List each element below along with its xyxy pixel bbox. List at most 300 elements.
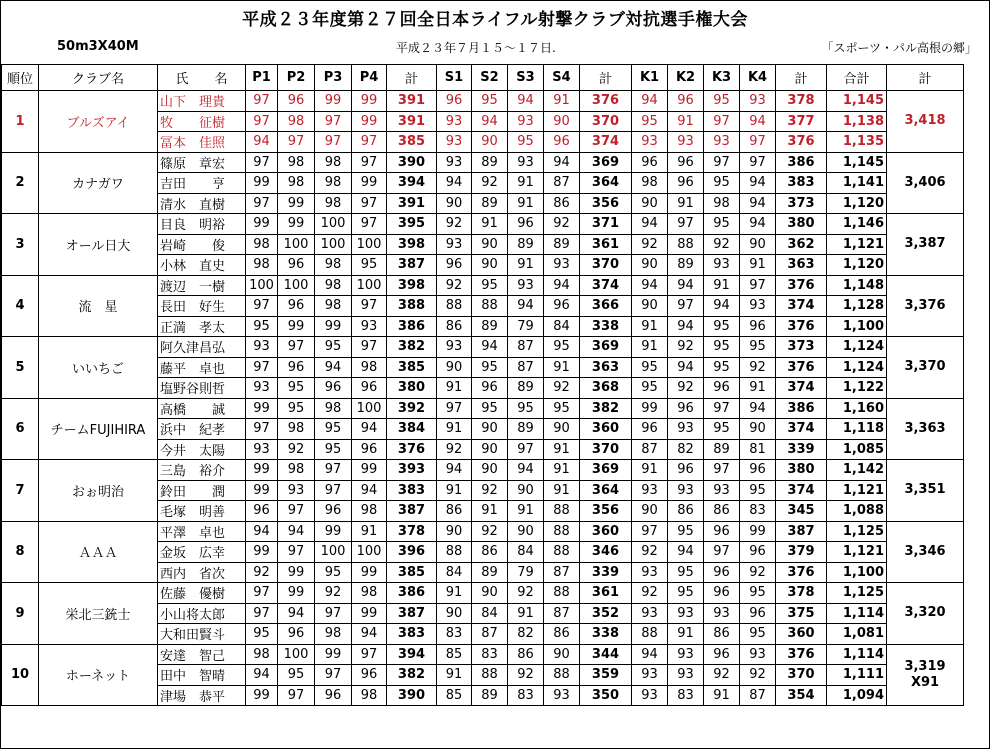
score-p3: 98 [315,173,352,194]
score-p4: 100 [352,234,387,255]
col-header-team-total: 計 [887,65,964,91]
kneeling-total: 374 [776,419,827,440]
score-k4: 93 [740,296,776,317]
score-p2: 95 [278,665,315,686]
table-row [2,644,964,665]
table-row [2,398,964,419]
individual-total: 1,118 [827,419,887,440]
score-k1: 94 [632,644,668,665]
score-s2: 95 [472,398,508,419]
score-p4: 99 [352,91,387,112]
score-s2: 86 [472,542,508,563]
score-p2: 94 [278,521,315,542]
shooter-name: 浜中 紀孝 [158,419,246,440]
team-total-value: 3,418 [904,113,946,129]
prone-total: 386 [387,316,437,337]
score-p1: 97 [246,296,278,317]
score-s1: 91 [437,665,472,686]
score-k2: 96 [668,173,704,194]
score-s1: 93 [437,111,472,132]
score-s4: 91 [544,460,580,481]
individual-total: 1,100 [827,316,887,337]
team-total [887,521,964,583]
standing-total: 369 [580,337,632,358]
score-s3: 96 [508,214,544,235]
score-k3: 96 [704,521,740,542]
score-s4: 88 [544,583,580,604]
score-k1: 91 [632,337,668,358]
score-p2: 96 [278,624,315,645]
score-k4: 92 [740,562,776,583]
prone-total: 383 [387,480,437,501]
score-k1: 96 [632,419,668,440]
individual-total: 1,121 [827,480,887,501]
table-row [2,583,964,604]
score-k4: 92 [740,665,776,686]
score-k2: 89 [668,255,704,276]
score-s3: 95 [508,398,544,419]
score-k4: 90 [740,419,776,440]
col-header-club: クラブ名 [39,65,158,91]
score-p1: 99 [246,460,278,481]
score-s2: 84 [472,603,508,624]
kneeling-total: 380 [776,460,827,481]
individual-total: 1,138 [827,111,887,132]
shooter-name: 田中 智晴 [158,665,246,686]
score-s3: 95 [508,132,544,153]
shooter-name: 小山将太郎 [158,603,246,624]
team-total [887,337,964,399]
individual-total: 1,088 [827,501,887,522]
score-s3: 97 [508,439,544,460]
score-p4: 96 [352,378,387,399]
standing-total: 339 [580,562,632,583]
score-s1: 91 [437,378,472,399]
score-p4: 97 [352,152,387,173]
score-p4: 96 [352,665,387,686]
score-s1: 84 [437,562,472,583]
prone-total: 393 [387,460,437,481]
standing-total: 350 [580,685,632,706]
score-k3: 97 [704,542,740,563]
score-s3: 94 [508,460,544,481]
individual-total: 1,094 [827,685,887,706]
score-p2: 97 [278,337,315,358]
prone-total: 387 [387,603,437,624]
score-p3: 95 [315,439,352,460]
col-header-k4: K4 [740,65,776,91]
score-p3: 98 [315,152,352,173]
score-k1: 90 [632,501,668,522]
score-s3: 89 [508,419,544,440]
score-k2: 82 [668,439,704,460]
shooter-name: 小林 直史 [158,255,246,276]
team-total-value: 3,319 [904,658,946,674]
score-s4: 93 [544,685,580,706]
results-body [2,91,964,706]
team-total-value: 3,363 [904,420,946,436]
individual-total: 1,145 [827,91,887,112]
score-p1: 94 [246,665,278,686]
prone-total: 378 [387,521,437,542]
score-p1: 99 [246,542,278,563]
score-p1: 95 [246,624,278,645]
score-k4: 97 [740,275,776,296]
standing-total: 376 [580,91,632,112]
score-s2: 90 [472,460,508,481]
shooter-name: 山下 理貴 [158,91,246,112]
score-p2: 98 [278,152,315,173]
shooter-name: 金坂 広幸 [158,542,246,563]
team-total-value: 3,406 [904,174,946,190]
team-total-value: 3,370 [904,359,946,375]
score-p3: 96 [315,685,352,706]
score-k3: 95 [704,214,740,235]
team-total [887,644,964,706]
prone-total: 391 [387,111,437,132]
score-p1: 97 [246,111,278,132]
club-name: チームFUJIHIRA [39,398,158,460]
score-s3: 79 [508,316,544,337]
score-p3: 99 [315,91,352,112]
score-k1: 91 [632,460,668,481]
score-p1: 93 [246,378,278,399]
score-p1: 94 [246,521,278,542]
score-s1: 97 [437,398,472,419]
club-name: ホーネット [39,644,158,706]
score-k1: 92 [632,542,668,563]
score-k3: 91 [704,685,740,706]
score-k4: 95 [740,480,776,501]
prone-total: 385 [387,357,437,378]
score-s1: 90 [437,193,472,214]
score-p4: 95 [352,255,387,276]
standing-total: 369 [580,152,632,173]
kneeling-total: 374 [776,296,827,317]
prone-total: 396 [387,542,437,563]
kneeling-total: 374 [776,480,827,501]
score-k3: 95 [704,337,740,358]
score-s3: 87 [508,337,544,358]
score-k1: 93 [632,562,668,583]
prone-total: 390 [387,152,437,173]
score-p2: 94 [278,603,315,624]
score-s1: 94 [437,173,472,194]
event-label: 50m3X40M [57,39,139,54]
score-s4: 90 [544,419,580,440]
score-p3: 96 [315,378,352,399]
score-p4: 97 [352,214,387,235]
score-p4: 94 [352,480,387,501]
team-rank: 3 [2,214,39,276]
score-p2: 95 [278,378,315,399]
score-s4: 87 [544,562,580,583]
score-k4: 94 [740,193,776,214]
team-rank: 6 [2,398,39,460]
col-header-p4: P4 [352,65,387,91]
score-p2: 97 [278,542,315,563]
score-s3: 83 [508,685,544,706]
score-k2: 96 [668,152,704,173]
score-p4: 98 [352,583,387,604]
score-s1: 90 [437,521,472,542]
individual-total: 1,141 [827,173,887,194]
score-s3: 93 [508,111,544,132]
shooter-name: 津場 恭平 [158,685,246,706]
score-p4: 99 [352,460,387,481]
score-s1: 83 [437,624,472,645]
score-p3: 99 [315,521,352,542]
score-k3: 97 [704,111,740,132]
score-k3: 95 [704,91,740,112]
score-s4: 91 [544,480,580,501]
score-s2: 83 [472,644,508,665]
individual-total: 1,148 [827,275,887,296]
score-p3: 92 [315,583,352,604]
score-s1: 91 [437,419,472,440]
score-p2: 99 [278,193,315,214]
score-k4: 93 [740,644,776,665]
standing-total: 382 [580,398,632,419]
score-p4: 93 [352,316,387,337]
score-p4: 97 [352,296,387,317]
individual-total: 1,081 [827,624,887,645]
score-p3: 98 [315,398,352,419]
score-k4: 81 [740,439,776,460]
score-s3: 79 [508,562,544,583]
score-p2: 99 [278,316,315,337]
score-p1: 92 [246,562,278,583]
score-s1: 96 [437,255,472,276]
prone-total: 384 [387,419,437,440]
score-k2: 95 [668,521,704,542]
team-total [887,275,964,337]
kneeling-total: 376 [776,316,827,337]
score-k2: 92 [668,337,704,358]
prone-total: 391 [387,91,437,112]
score-s2: 94 [472,111,508,132]
standing-total: 344 [580,644,632,665]
score-k2: 95 [668,583,704,604]
score-s4: 88 [544,665,580,686]
table-row [2,337,964,358]
club-name: 栄北三銃士 [39,583,158,645]
score-s2: 90 [472,419,508,440]
score-p1: 99 [246,214,278,235]
score-p3: 97 [315,460,352,481]
table-row [2,521,964,542]
team-total [887,398,964,460]
score-p4: 98 [352,501,387,522]
score-k4: 93 [740,91,776,112]
score-s3: 91 [508,255,544,276]
score-p1: 97 [246,152,278,173]
kneeling-total: 379 [776,542,827,563]
score-s4: 88 [544,542,580,563]
score-p3: 97 [315,665,352,686]
team-total [887,91,964,153]
score-k3: 97 [704,460,740,481]
score-s1: 90 [437,603,472,624]
score-p1: 99 [246,685,278,706]
prone-total: 392 [387,398,437,419]
standing-total: 370 [580,255,632,276]
team-total-value: 3,387 [904,236,946,252]
individual-total: 1,124 [827,357,887,378]
individual-total: 1,120 [827,255,887,276]
prone-total: 386 [387,583,437,604]
score-s1: 85 [437,644,472,665]
score-p3: 96 [315,501,352,522]
individual-total: 1,125 [827,521,887,542]
score-p4: 97 [352,644,387,665]
score-s2: 90 [472,439,508,460]
score-s1: 91 [437,583,472,604]
table-row [2,91,964,112]
score-p3: 97 [315,480,352,501]
individual-total: 1,121 [827,234,887,255]
prone-total: 398 [387,234,437,255]
date-label: 平成２３年７月１５～１７日. [396,41,556,55]
score-p4: 99 [352,173,387,194]
score-k1: 95 [632,357,668,378]
team-total [887,214,964,276]
score-s4: 84 [544,316,580,337]
score-p2: 100 [278,275,315,296]
score-s4: 91 [544,357,580,378]
score-s4: 96 [544,296,580,317]
prone-total: 390 [387,685,437,706]
score-k2: 97 [668,214,704,235]
club-name: カナガワ [39,152,158,214]
club-name: ブルズアイ [39,91,158,153]
score-p2: 99 [278,562,315,583]
score-k1: 93 [632,685,668,706]
individual-total: 1,114 [827,603,887,624]
score-k4: 95 [740,583,776,604]
score-k4: 94 [740,111,776,132]
score-p1: 100 [246,275,278,296]
shooter-name: 西内 省次 [158,562,246,583]
score-s4: 91 [544,91,580,112]
score-k4: 90 [740,234,776,255]
score-p1: 94 [246,132,278,153]
score-k4: 94 [740,398,776,419]
score-s2: 90 [472,255,508,276]
score-s3: 82 [508,624,544,645]
score-s1: 93 [437,234,472,255]
score-s4: 92 [544,378,580,399]
score-s4: 93 [544,255,580,276]
score-k3: 91 [704,275,740,296]
col-header-s2: S2 [472,65,508,91]
col-header-p3: P3 [315,65,352,91]
kneeling-total: 362 [776,234,827,255]
score-k3: 86 [704,501,740,522]
shooter-name: 岩崎 俊 [158,234,246,255]
kneeling-total: 374 [776,378,827,399]
score-s2: 90 [472,234,508,255]
score-k4: 97 [740,152,776,173]
prone-total: 388 [387,296,437,317]
score-p2: 100 [278,644,315,665]
score-p2: 100 [278,234,315,255]
score-p1: 97 [246,419,278,440]
score-k1: 99 [632,398,668,419]
score-k1: 88 [632,624,668,645]
results-table [1,64,964,706]
score-k2: 93 [668,644,704,665]
score-s2: 89 [472,562,508,583]
shooter-name: 清水 直樹 [158,193,246,214]
kneeling-total: 378 [776,583,827,604]
col-header-grand-total: 合計 [827,65,887,91]
score-k1: 96 [632,152,668,173]
score-k2: 93 [668,419,704,440]
kneeling-total: 376 [776,132,827,153]
score-s4: 90 [544,111,580,132]
score-s2: 89 [472,152,508,173]
score-k3: 96 [704,644,740,665]
score-p4: 94 [352,419,387,440]
shooter-name: 三島 裕介 [158,460,246,481]
prone-total: 394 [387,173,437,194]
individual-total: 1,125 [827,583,887,604]
score-p1: 93 [246,439,278,460]
score-k1: 93 [632,132,668,153]
score-s3: 90 [508,521,544,542]
col-header-p2: P2 [278,65,315,91]
shooter-name: 藤平 卓也 [158,357,246,378]
score-p3: 97 [315,603,352,624]
score-p3: 98 [315,275,352,296]
score-k3: 93 [704,132,740,153]
club-name: いいちご [39,337,158,399]
kneeling-total: 345 [776,501,827,522]
score-s4: 96 [544,132,580,153]
shooter-name: 篠原 章宏 [158,152,246,173]
score-k1: 91 [632,316,668,337]
score-s1: 96 [437,91,472,112]
standing-total: 369 [580,460,632,481]
score-k2: 91 [668,193,704,214]
individual-total: 1,120 [827,193,887,214]
table-row [2,275,964,296]
score-p2: 97 [278,685,315,706]
col-header-s-total: 計 [580,65,632,91]
kneeling-total: 376 [776,562,827,583]
score-k3: 96 [704,562,740,583]
standing-total: 346 [580,542,632,563]
prone-total: 383 [387,624,437,645]
score-p4: 91 [352,521,387,542]
score-p4: 99 [352,111,387,132]
score-s3: 89 [508,378,544,399]
score-p4: 98 [352,685,387,706]
team-total-note: X91 [910,674,940,690]
table-row [2,460,964,481]
score-s2: 92 [472,480,508,501]
score-s3: 93 [508,152,544,173]
club-name: オール日大 [39,214,158,276]
standing-total: 364 [580,173,632,194]
score-p4: 98 [352,357,387,378]
shooter-name: 長田 好生 [158,296,246,317]
score-p2: 92 [278,439,315,460]
score-s2: 90 [472,583,508,604]
score-s2: 95 [472,357,508,378]
individual-total: 1,121 [827,542,887,563]
